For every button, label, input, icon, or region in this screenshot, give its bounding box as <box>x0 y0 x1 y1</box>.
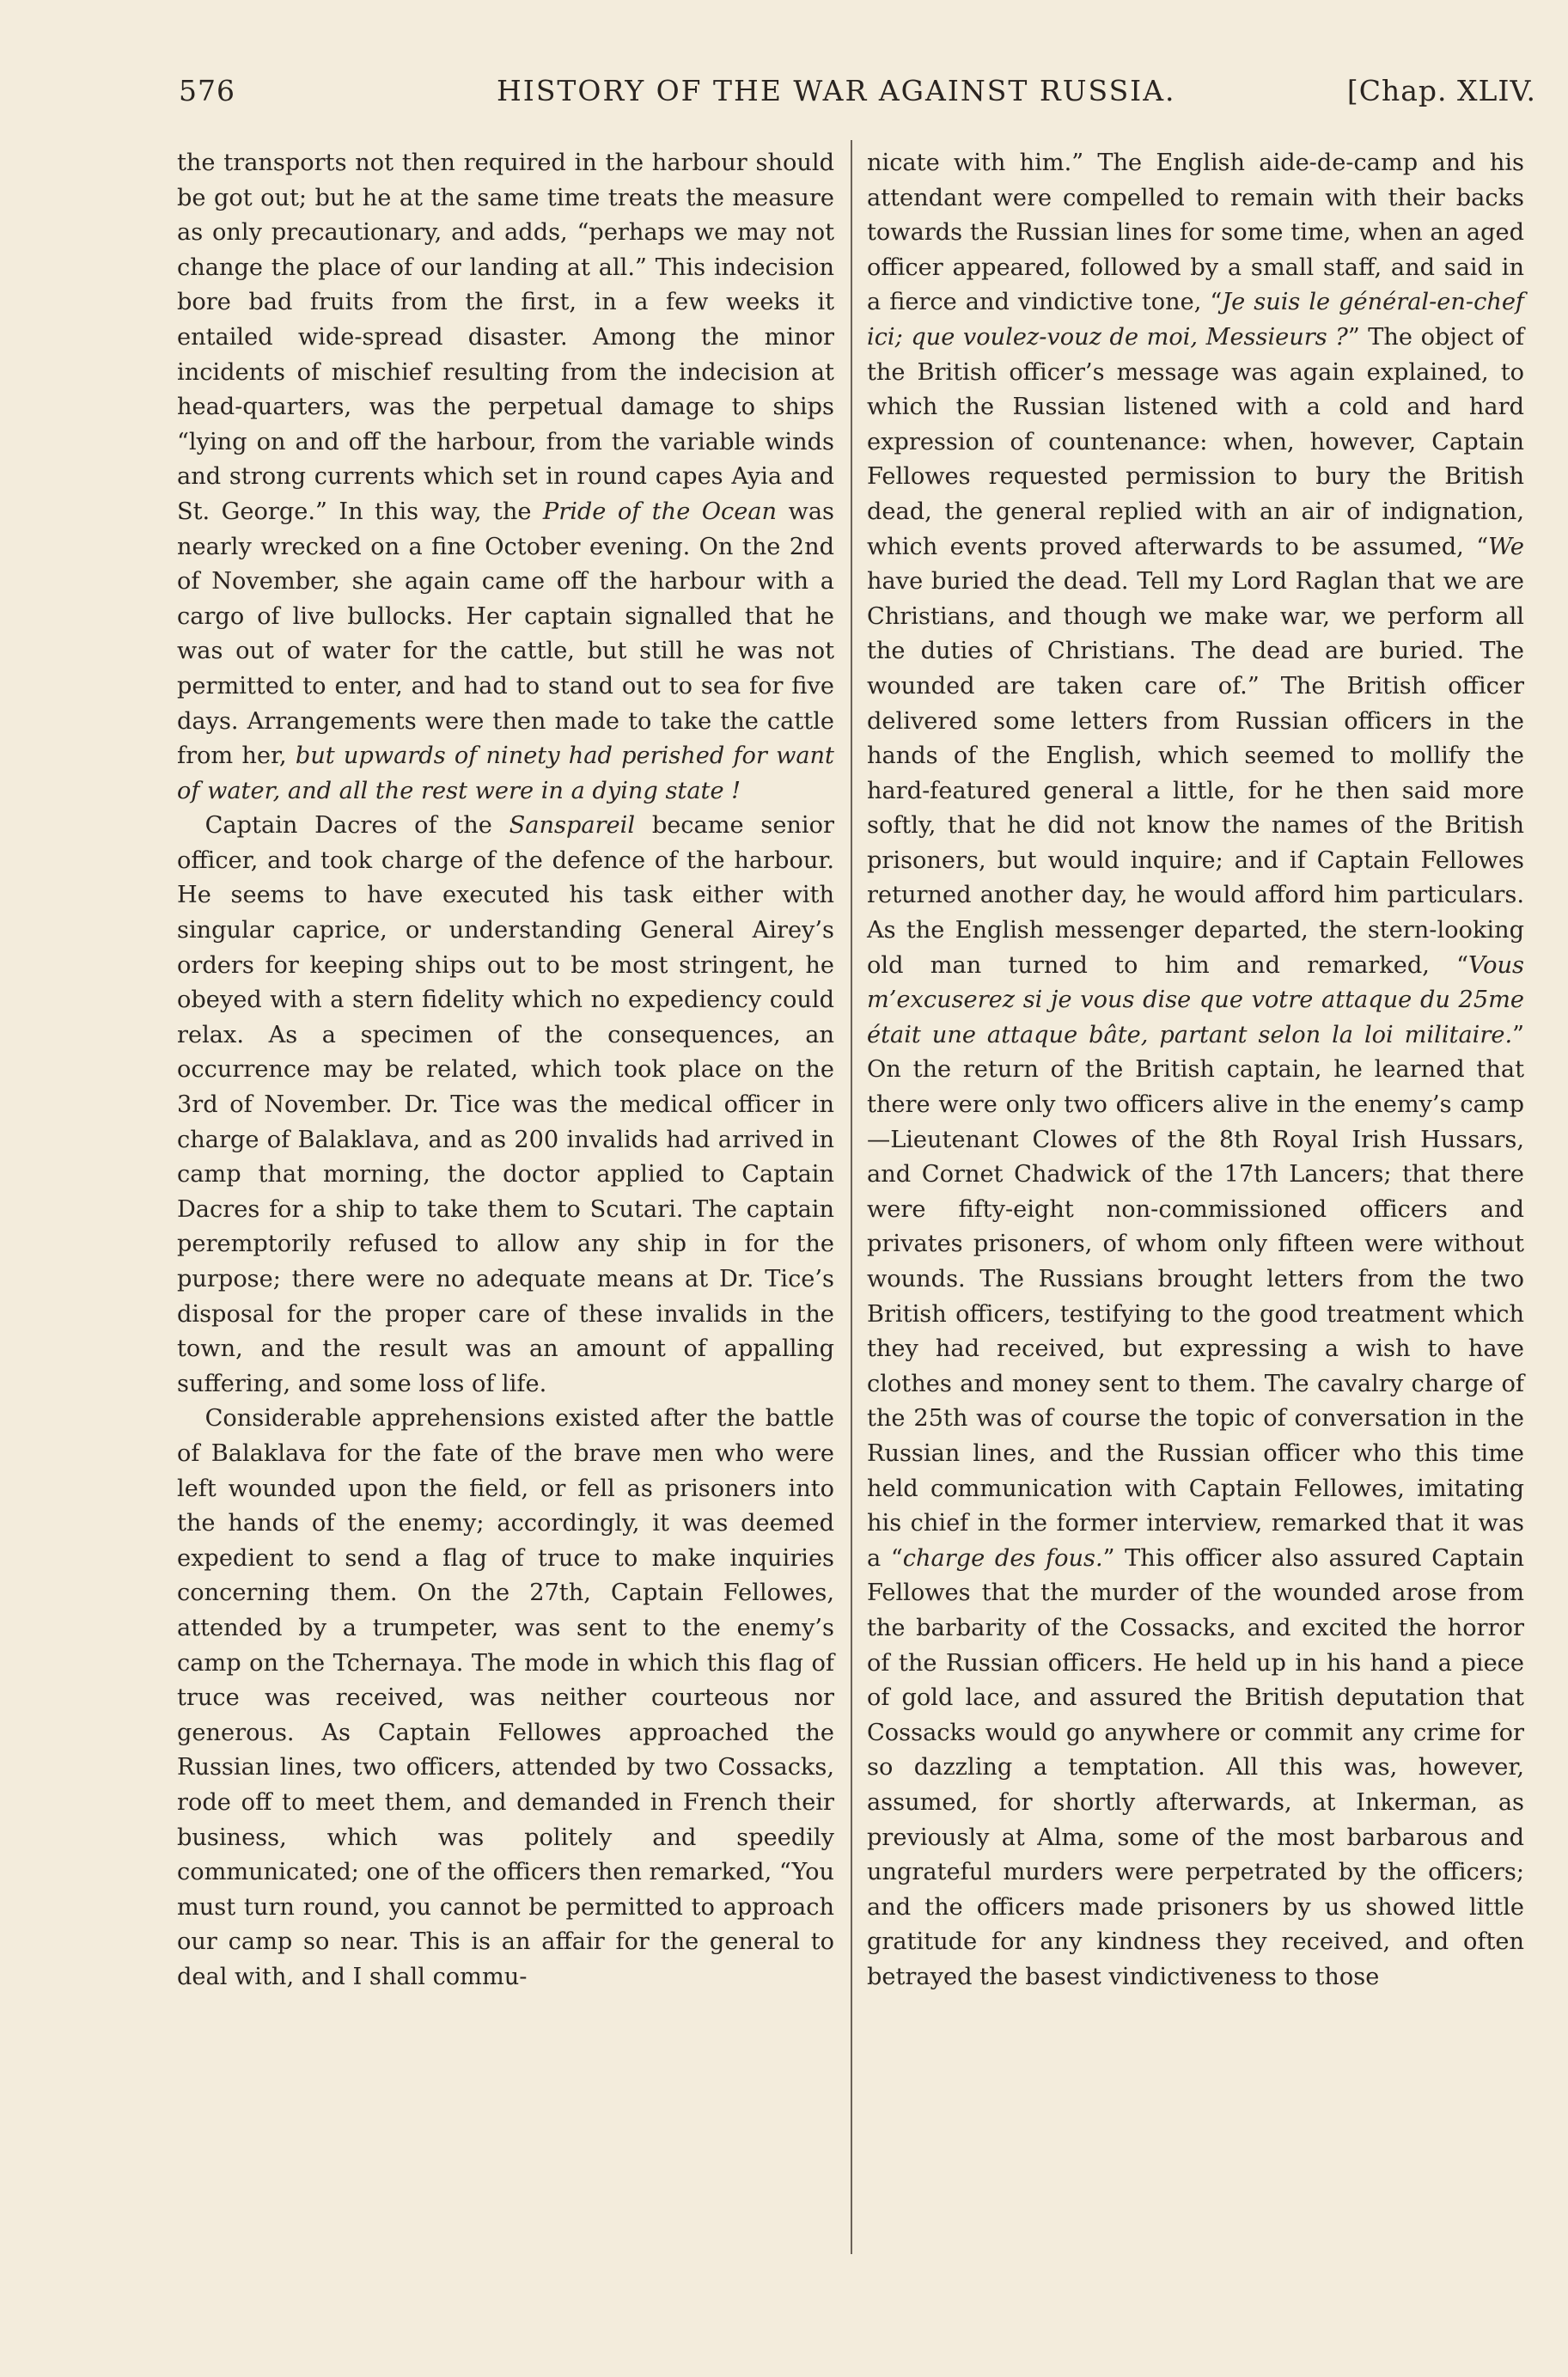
column-divider <box>851 140 852 2254</box>
right-column <box>867 146 1524 1995</box>
paragraph <box>177 809 834 1402</box>
chapter-label: [Chap. XLIV. <box>1346 74 1536 107</box>
paragraph: Considerable apprehensions existed after the battle of Balaklava for the fate of the brave men who were left wounded upon the field, or fell as prisoners into the hands of the enemy; accordingly, it was deemed expedient to send a flag of truce to make inquiries concerning them. On the 27th, Captain Fellowes, attended by a trumpeter, was sent to the enemy’s camp on the Tchernaya. The mode in which this flag of truce was received, was neither courteous nor generous. As Captain Fellowes approached the Russian lines, two officers, attended by two Cossacks, rode off to meet them, and demanded in French their business, which was politely and speedily communicated; one of the officers then remarked, “You must turn round, you cannot be permitted to approach our camp so near. This is an affair for the general to deal with, and I shall commu- <box>177 1405 834 1990</box>
french-quote: charge des fous. <box>902 1544 1103 1572</box>
paragraph <box>177 146 834 809</box>
text-run: the transports not then required in the harbour should be got out; but he at the same time treats the measure as only precautionary, and adds, “perhaps we may not change the place of our landing at all.” This indecision bore bad fruits from the first, in a few weeks it entailed wide-spread disaster. Among the minor incidents of mischief resulting from the indecision at head-quarters, was the perpetual damage to ships “lying on and off the harbour, from the variable winds and strong currents which set in round capes Ayia and St. George.” In this way, the <box>177 150 834 525</box>
text-run: ” The object of the British officer’s message was again explained, to which the Russian listened with a cold and hard expression of countenance: when, however, Captain Fellowes requested permission to bury the British dead, the general replied with an air of indignation, which events proved afterwards to be assumed, “ <box>867 323 1524 560</box>
french-quote: Je suis le général-en-chef ici; que voulez-vouz de moi, Messieurs ? <box>867 289 1524 351</box>
text-run: became senior officer, and took charge of the defence of the harbour. He seems to have executed his task either with singular caprice, or understanding General Airey’s orders for keeping ships out to be most stringent, he obeyed with a stern fidelity which no expediency could relax. As a specimen of the consequences, an occurrence may be related, which took place on the 3rd of November. Dr. Tice was the medical officer in charge of Balaklava, and as 200 invalids had arrived in camp that morning, the doctor applied to Captain Dacres for a ship to take them to Scutari. The captain peremptorily refused to allow any ship in for the purpose; there were no adequate means at Dr. Tice’s disposal for the proper care of these invalids in the town, and the result was an amount of appalling suffering, and some loss of life. <box>177 812 834 1397</box>
ship-name: Pride of the Ocean <box>542 498 778 525</box>
ship-name: Sanspareil <box>509 812 636 840</box>
left-column <box>177 146 834 1995</box>
running-title: HISTORY OF THE WAR AGAINST RUSSIA. <box>497 74 1176 107</box>
text-run: nicate with him.” The English aide-de-camp and his attendant were compelled to remain with their backs towards the Russian lines for some time, when an aged officer appeared, followed by a small staff, and said in a fierce and vindictive tone, “ <box>867 150 1524 316</box>
text-run: was nearly wrecked on a fine October evening. On the 2nd of November, she again came off the harbour with a cargo of live bullocks. Her captain signalled that he was out of water for the cattle, but still he was not permitted to enter, and had to stand out to sea for five days. Arrangements were then made to take the cattle from her, <box>177 498 834 770</box>
text-run: ” On the return of the British captain, he learned that there were only two officers alive in the enemy’s camp—Lieutenant Clowes of the 8th Royal Irish Hussars, and Cornet Chadwick of the 17th Lancers; that there were fifty-eight non-commissioned officers and privates prisoners, of whom only fifteen were without wounds. The Russians brought letters from the two British officers, testifying to the good treatment which they had received, but expressing a wish to have clothes and money sent to them. The cavalry charge of the 25th was of course the topic of conversation in the Russian lines, and the Russian officer who this time held communication with Captain Fellowes, imitating his chief in the former interview, remarked that it was a “ <box>867 1021 1524 1572</box>
page-header <box>179 74 1536 125</box>
italic-emphasis: We <box>1488 533 1524 560</box>
text-run: Captain Dacres of the <box>204 812 492 840</box>
french-quote: Vous m’excuserez si je vous dise que votre attaque du 25me était une attaque bâte, partant selon la loi militaire. <box>867 951 1524 1048</box>
text-run: have buried the dead. Tell my Lord Raglan that we are Christians, and though we make war, we perform all the duties of Christians. The dead are buried. The wounded are taken care of.” The British officer delivered some letters from Russian officers in the hands of the English, which seemed to mollify the hard-featured general a little, for he then said more softly, that he did not know the names of the British prisoners, but would inquire; and if Captain Fellowes returned another day, he would afford him particulars. As the English messenger departed, the stern-looking old man turned to him and remarked, “ <box>867 568 1524 979</box>
page-number: 576 <box>179 74 235 107</box>
paragraph <box>867 146 1524 1995</box>
text-run: ” This officer also assured Captain Fellowes that the murder of the wounded arose from the barbarity of the Cossacks, and excited the horror of the Russian officers. He held up in his hand a piece of gold lace, and assured the British deputation that Cossacks would go anywhere or commit any crime for so dazzling a temptation. All this was, however, assumed, for shortly afterwards, at Inkerman, as previously at Alma, some of the most barbarous and ungrateful murders were perpetrated by the officers; and the officers made prisoners by us showed little gratitude for any kindness they received, and often betrayed the basest vindictiveness to those <box>867 1544 1524 1990</box>
italic-emphasis: but upwards of ninety had perished for want of water, and all the rest were in a dying state ! <box>177 742 834 804</box>
